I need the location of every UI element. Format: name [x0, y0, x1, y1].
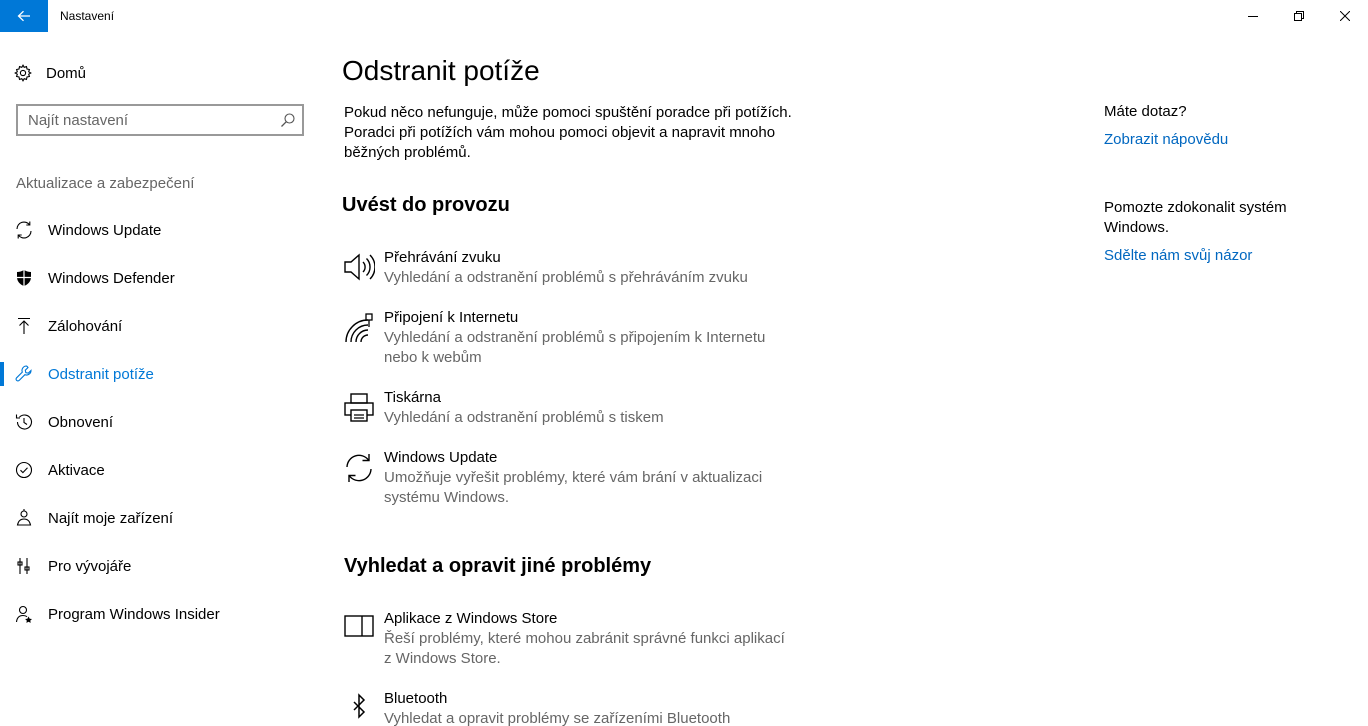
home-label: Domů: [46, 64, 87, 82]
troubleshooter-title: Bluetooth: [384, 690, 448, 707]
sidebar-item-label: Odstranit potíže: [48, 365, 154, 383]
sidebar-item-troubleshoot[interactable]: [0, 350, 320, 398]
sidebar-item-label: Pro vývojáře: [48, 557, 132, 575]
window-title: Nastavení: [60, 9, 115, 23]
sidebar-item-label: Program Windows Insider: [48, 605, 220, 623]
troubleshooter-printer[interactable]: [342, 388, 802, 428]
section-heading-find-and-fix-other: Vyhledat a opravit jiné problémy: [344, 555, 652, 577]
backup-arrow-icon: [14, 316, 34, 336]
troubleshooter-title: Připojení k Internetu: [384, 309, 519, 326]
wrench-icon: [14, 364, 34, 384]
troubleshooter-title: Tiskárna: [384, 389, 441, 406]
sync-icon: [14, 220, 34, 240]
restore-icon: [1294, 11, 1304, 21]
close-button[interactable]: [1322, 0, 1368, 32]
sidebar-item-for-developers[interactable]: [0, 542, 320, 590]
title-bar: [0, 0, 1368, 32]
network-icon: [342, 312, 376, 348]
page-title: Odstranit potíže: [342, 55, 540, 86]
checkmark-circle-icon: [14, 460, 34, 480]
troubleshooter-title: Přehrávání zvuku: [384, 249, 501, 266]
sidebar-item-find-my-device[interactable]: [0, 494, 320, 542]
printer-icon: [342, 392, 376, 428]
question-label: Máte dotaz?: [1104, 103, 1187, 120]
sidebar-item-label: Obnovení: [48, 413, 114, 431]
insider-person-icon: [14, 604, 34, 624]
sidebar-item-label: Najít moje zařízení: [48, 509, 174, 527]
shield-icon: [14, 268, 34, 288]
troubleshooter-internet-connections[interactable]: [342, 308, 802, 368]
troubleshooter-windows-update[interactable]: [342, 448, 802, 508]
troubleshooter-description: Umožňuje vyřešit problémy, které vám brání v aktualizaci systému Windows.: [384, 469, 763, 506]
sidebar-section-label: Aktualizace a zabezpečení: [16, 175, 195, 192]
troubleshooter-bluetooth[interactable]: [342, 689, 802, 726]
settings-search-box[interactable]: [16, 104, 304, 136]
close-icon: [1340, 11, 1350, 21]
sidebar-item-label: Aktivace: [48, 461, 105, 479]
minimize-button[interactable]: [1230, 0, 1276, 32]
store-app-icon: [342, 613, 376, 649]
troubleshooter-title: Windows Update: [384, 449, 498, 466]
person-location-icon: [14, 508, 34, 528]
speaker-icon: [342, 252, 376, 288]
sidebar-item-label: Zálohování: [48, 317, 123, 335]
troubleshooter-description: Vyhledání a odstranění problémů s tiskem: [384, 409, 664, 426]
troubleshooter-description: Vyhledání a odstranění problémů s přehráváním zvuku: [384, 269, 748, 286]
section-heading-get-up-and-running: Uvést do provozu: [342, 194, 510, 216]
home-nav-item[interactable]: [14, 62, 86, 84]
sidebar-item-windows-insider[interactable]: [0, 590, 320, 638]
improve-windows-text: Pomozte zdokonalit systém Windows.: [1104, 199, 1287, 236]
get-help-link[interactable]: Zobrazit nápovědu: [1104, 131, 1229, 148]
selection-indicator: [0, 362, 4, 386]
troubleshooter-description: Řeší problémy, které mohou zabránit správné funkci aplikací z Windows Store.: [384, 630, 785, 667]
restore-button[interactable]: [1276, 0, 1322, 32]
troubleshooter-description: Vyhledat a opravit problémy se zařízeními Bluetooth: [384, 710, 731, 726]
back-arrow-icon: [17, 10, 31, 22]
search-icon[interactable]: [280, 112, 296, 133]
troubleshooter-windows-store-apps[interactable]: [342, 609, 802, 669]
history-icon: [14, 412, 34, 432]
bluetooth-icon: [342, 693, 376, 726]
minimize-icon: [1248, 11, 1258, 21]
gear-icon: [14, 64, 32, 82]
give-feedback-link[interactable]: Sdělte nám svůj názor: [1104, 247, 1253, 264]
sidebar-item-label: Windows Defender: [48, 269, 175, 287]
sidebar-item-label: Windows Update: [48, 221, 162, 239]
troubleshooter-title: Aplikace z Windows Store: [384, 610, 558, 627]
troubleshooter-description: Vyhledání a odstranění problémů s připojením k Internetu nebo k webům: [384, 329, 766, 366]
sync-icon: [342, 452, 376, 488]
sidebar-item-windows-defender[interactable]: [0, 254, 320, 302]
troubleshooter-playing-audio[interactable]: [342, 248, 802, 288]
back-button[interactable]: [0, 0, 48, 32]
search-input[interactable]: [28, 111, 268, 129]
sidebar-nav: [0, 206, 320, 638]
developer-tools-icon: [14, 556, 34, 576]
sidebar-item-activation[interactable]: [0, 446, 320, 494]
sidebar-item-recovery[interactable]: [0, 398, 320, 446]
intro-text: Pokud něco nefunguje, může pomoci spuštění poradce při potížích. Poradci při potížích vám mohou pomoci objevit a napravit mnoho běžných problémů.: [344, 104, 792, 161]
sidebar-item-backup[interactable]: [0, 302, 320, 350]
sidebar-item-windows-update[interactable]: [0, 206, 320, 254]
